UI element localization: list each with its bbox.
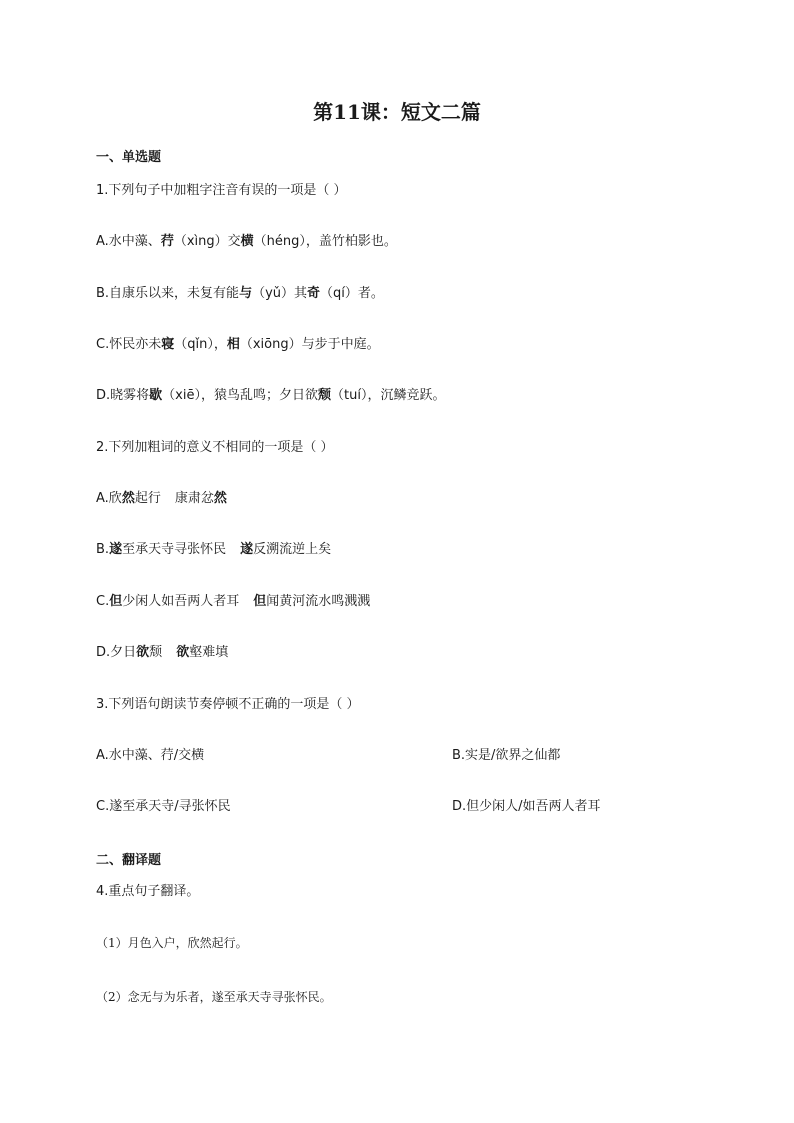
question-3-option-c: C.遂至承天寺/寻张怀民 xyxy=(96,799,231,814)
question-4-item-2: （2）念无与为乐者，遂至承天寺寻张怀民。 xyxy=(96,990,332,1004)
question-2-option-d: D.夕日欲颓 欲壑难填 xyxy=(96,645,229,660)
question-2-option-b: B.遂至承天寺寻张怀民 遂反溯流逆上矣 xyxy=(96,542,332,557)
question-1-option-d: D.晓雾将歇（xiē），猿鸟乱鸣；夕日欲颓（tuí），沉鳞竞跃。 xyxy=(96,388,446,403)
question-1-option-a: A.水中藻、荇（xìng）交横（héng），盖竹柏影也。 xyxy=(96,234,397,249)
question-3-option-d: D.但少闲人/如吾两人者耳 xyxy=(452,799,601,814)
question-4-item-1: （1）月色入户，欣然起行。 xyxy=(96,936,248,950)
section-heading-translation: 二、翻译题 xyxy=(96,853,162,868)
question-3-option-b: B.实是/欲界之仙都 xyxy=(452,748,561,763)
question-2-option-c: C.但少闲人如吾两人者耳 但闻黄河流水鸣溅溅 xyxy=(96,594,371,609)
question-3-stem: 3.下列语句朗读节奏停顿不正确的一项是（ ） xyxy=(96,697,360,712)
section-heading-single-choice: 一、单选题 xyxy=(96,150,162,165)
question-3-option-a: A.水中藻、荇/交横 xyxy=(96,748,205,763)
question-1-option-c: C.怀民亦未寝（qǐn），相（xiōng）与步于中庭。 xyxy=(96,337,380,352)
question-2-stem: 2.下列加粗词的意义不相同的一项是（ ） xyxy=(96,440,334,455)
page-title: 第11课：短文二篇 xyxy=(313,100,481,124)
question-1-option-b: B.自康乐以来，未复有能与（yǔ）其奇（qí）者。 xyxy=(96,286,384,301)
question-1-stem: 1.下列句子中加粗字注音有误的一项是（ ） xyxy=(96,183,347,198)
question-4-stem: 4.重点句子翻译。 xyxy=(96,884,200,899)
question-2-option-a: A.欣然起行 康肃忿然 xyxy=(96,491,227,506)
